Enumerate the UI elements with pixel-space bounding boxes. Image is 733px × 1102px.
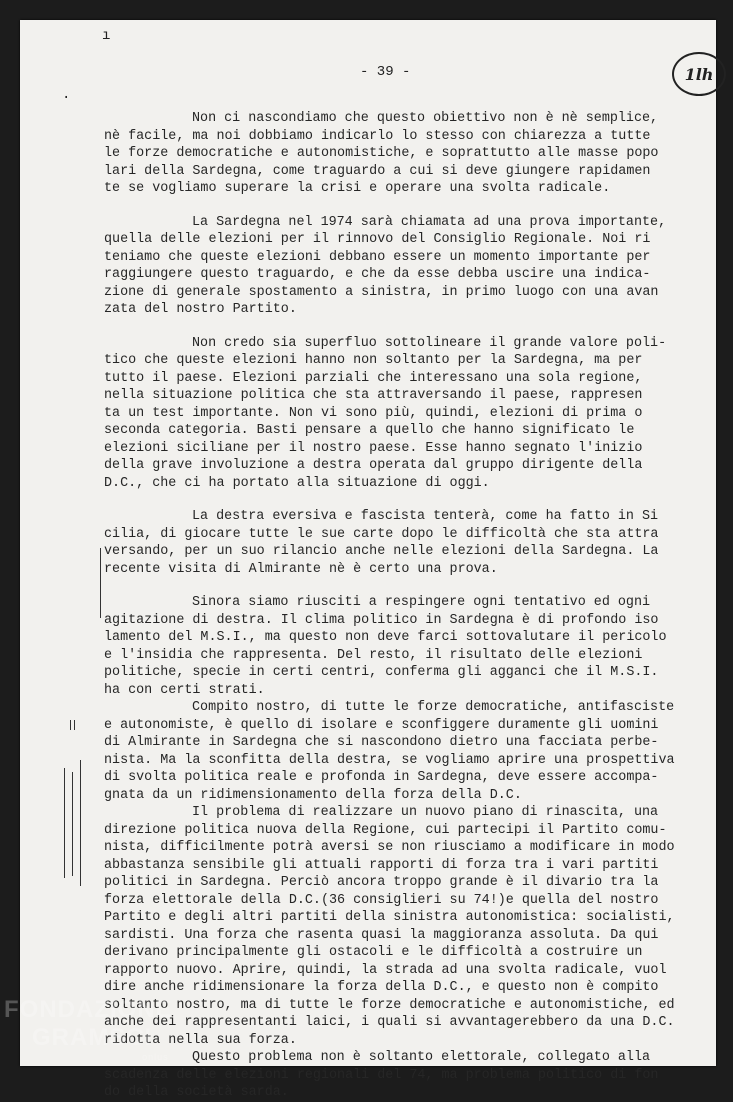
text-line: scadenza delle elezioni regionali del 74, ma problema politico di fon bbox=[104, 1067, 659, 1083]
text-line: soltanto nostro, ma di tutte le forze democratiche e autonomistiche, ed bbox=[104, 997, 675, 1013]
text-line bbox=[104, 198, 694, 214]
text-line: rapporto nuovo. Aprire, quindi, la strada ad una svolta radicale, vuol bbox=[104, 962, 667, 978]
margin-mark bbox=[100, 548, 101, 618]
text-line: teniamo che queste elezioni debbano essere un momento importante per bbox=[104, 249, 651, 265]
text-line: raggiungere questo traguardo, e che da esse debba uscire una indica- bbox=[104, 267, 651, 282]
text-line bbox=[104, 492, 694, 508]
margin-mark bbox=[70, 720, 71, 730]
text-line: ridotta nella sua forza. bbox=[104, 1032, 297, 1048]
text-line: do della società sarda. bbox=[104, 1085, 289, 1100]
text-line: zata del nostro Partito. bbox=[104, 302, 297, 317]
text-line bbox=[104, 578, 694, 594]
margin-mark bbox=[72, 772, 73, 876]
text-line: lamento del M.S.I., ma questo non deve farci sottovalutare il pericolo bbox=[104, 630, 667, 645]
text-line: ta un test importante. Non vi sono più, quindi, elezioni di prima o bbox=[104, 405, 643, 421]
text-line: tutto il paese. Elezioni parziali che interessano una sola regione, bbox=[104, 370, 643, 386]
text-line: della grave involuzione a destra operata dal gruppo dirigente della bbox=[104, 458, 643, 473]
text-line: La destra eversiva e fascista tenterà, come ha fatto in Si bbox=[192, 509, 659, 524]
text-line: Partito e degli altri partiti della sinistra autonomistica: socialisti, bbox=[104, 910, 675, 925]
text-line: anche dei rappresentanti laici, i quali si avvantagerebbero da una D.C. bbox=[104, 1015, 675, 1030]
text-line: nista, difficilmente potrà aversi se non riusciamo a modificare in modo bbox=[104, 840, 675, 855]
text-line: Questo problema non è soltanto elettorale, collegato alla bbox=[192, 1050, 651, 1065]
text-line: forza elettorale della D.C.(36 consiglieri su 74!)e quella del nostro bbox=[104, 892, 659, 908]
text-line: nella situazione politica che sta attraversando il paese, rappresen bbox=[104, 388, 643, 403]
text-line: recente visita di Almirante nè è certo una prova. bbox=[104, 561, 498, 577]
text-line: nè facile, ma noi dobbiamo indicarlo lo stesso con chiarezza a tutte bbox=[104, 128, 651, 144]
document-body bbox=[104, 110, 694, 1102]
text-line: politiche, specie in certi centri, conferma gli agganci che il M.S.I. bbox=[104, 665, 659, 680]
text-line: e autonomiste, è quello di isolare e sconfiggere duramente gli uomini bbox=[104, 717, 659, 733]
text-line: ha con certi strati. bbox=[104, 682, 265, 698]
text-line: D.C., che ci ha portato alla situazione di oggi. bbox=[104, 475, 490, 491]
margin-mark bbox=[74, 720, 75, 730]
page-number: - 39 - bbox=[360, 64, 411, 80]
text-line: tico che queste elezioni hanno non soltanto per la Sardegna, ma per bbox=[104, 353, 643, 368]
text-line: Non credo sia superfluo sottolineare il grande valore poli- bbox=[192, 335, 667, 351]
pen-mark: · bbox=[62, 90, 71, 106]
margin-mark bbox=[80, 760, 81, 886]
text-line: dire anche ridimensionare la forza della D.C., e questo non è compito bbox=[104, 980, 659, 995]
text-line: abbastanza sensibile gli attuali rapporti di forza tra i vari partiti bbox=[104, 857, 659, 873]
text-line: Non ci nascondiamo che questo obiettivo non è nè semplice, bbox=[192, 111, 659, 126]
watermark: FONDAZIONE GRAMSCI onlus bbox=[4, 996, 173, 1062]
text-line: le forze democratiche e autonomistiche, e soprattutto alle masse popo bbox=[104, 146, 659, 161]
text-line: Compito nostro, di tutte le forze democratiche, antifasciste bbox=[192, 700, 675, 715]
text-line: derivano principalmente gli ostacoli e le difficoltà a costruire un bbox=[104, 945, 643, 960]
text-line: Sinora siamo riusciti a respingere ogni tentativo ed ogni bbox=[192, 595, 651, 610]
text-line bbox=[104, 319, 694, 335]
text-line: gnata da un ridimensionamento della forza della D.C. bbox=[104, 787, 522, 803]
text-line: e l'insidia che rappresenta. Del resto, il risultato delle elezioni bbox=[104, 647, 643, 663]
margin-mark bbox=[64, 768, 65, 878]
text-line: agitazione di destra. Il clima politico in Sardegna è di profondo iso bbox=[104, 612, 659, 628]
text-line: cilia, di giocare tutte le sue carte dopo le difficoltà che sta attra bbox=[104, 526, 659, 542]
text-line: versando, per un suo rilancio anche nelle elezioni della Sardegna. La bbox=[104, 544, 659, 559]
text-line: La Sardegna nel 1974 sarà chiamata ad una prova importante, bbox=[192, 214, 667, 230]
text-line: politici in Sardegna. Perciò ancora troppo grande è il divario tra la bbox=[104, 875, 659, 890]
text-line: di Almirante in Sardegna che si nascondono dietro una facciata perbe- bbox=[104, 735, 659, 750]
text-line: te se vogliamo superare la crisi e operare una svolta radicale. bbox=[104, 181, 611, 196]
text-line: quella delle elezioni per il rinnovo del Consiglio Regionale. Noi ri bbox=[104, 232, 651, 247]
document-page bbox=[20, 20, 716, 1100]
text-line: lari della Sardegna, come traguardo a cui si deve giungere rapidamen bbox=[104, 163, 651, 179]
text-line: nista. Ma la sconfitta della destra, se vogliamo aprire una prospettiva bbox=[104, 752, 675, 768]
archive-stamp: 1lh bbox=[672, 52, 726, 96]
text-line: elezioni siciliane per il nostro paese. Esse hanno segnato l'inizio bbox=[104, 440, 643, 456]
text-line: di svolta politica reale e profonda in Sardegna, deve essere accompa- bbox=[104, 770, 659, 785]
text-line: seconda categoria. Basti pensare a quello che hanno significato le bbox=[104, 423, 635, 438]
text-line: zione di generale spostamento a sinistra, in primo luogo con una avan bbox=[104, 284, 659, 300]
text-line: sardisti. Una forza che rasenta quasi la maggioranza assoluta. Da qui bbox=[104, 927, 659, 943]
text-line: Il problema di realizzare un nuovo piano di rinascita, una bbox=[192, 805, 659, 820]
pen-mark: ı bbox=[102, 28, 111, 44]
text-line: direzione politica nuova della Regione, cui partecipi il Partito comu- bbox=[104, 822, 667, 838]
